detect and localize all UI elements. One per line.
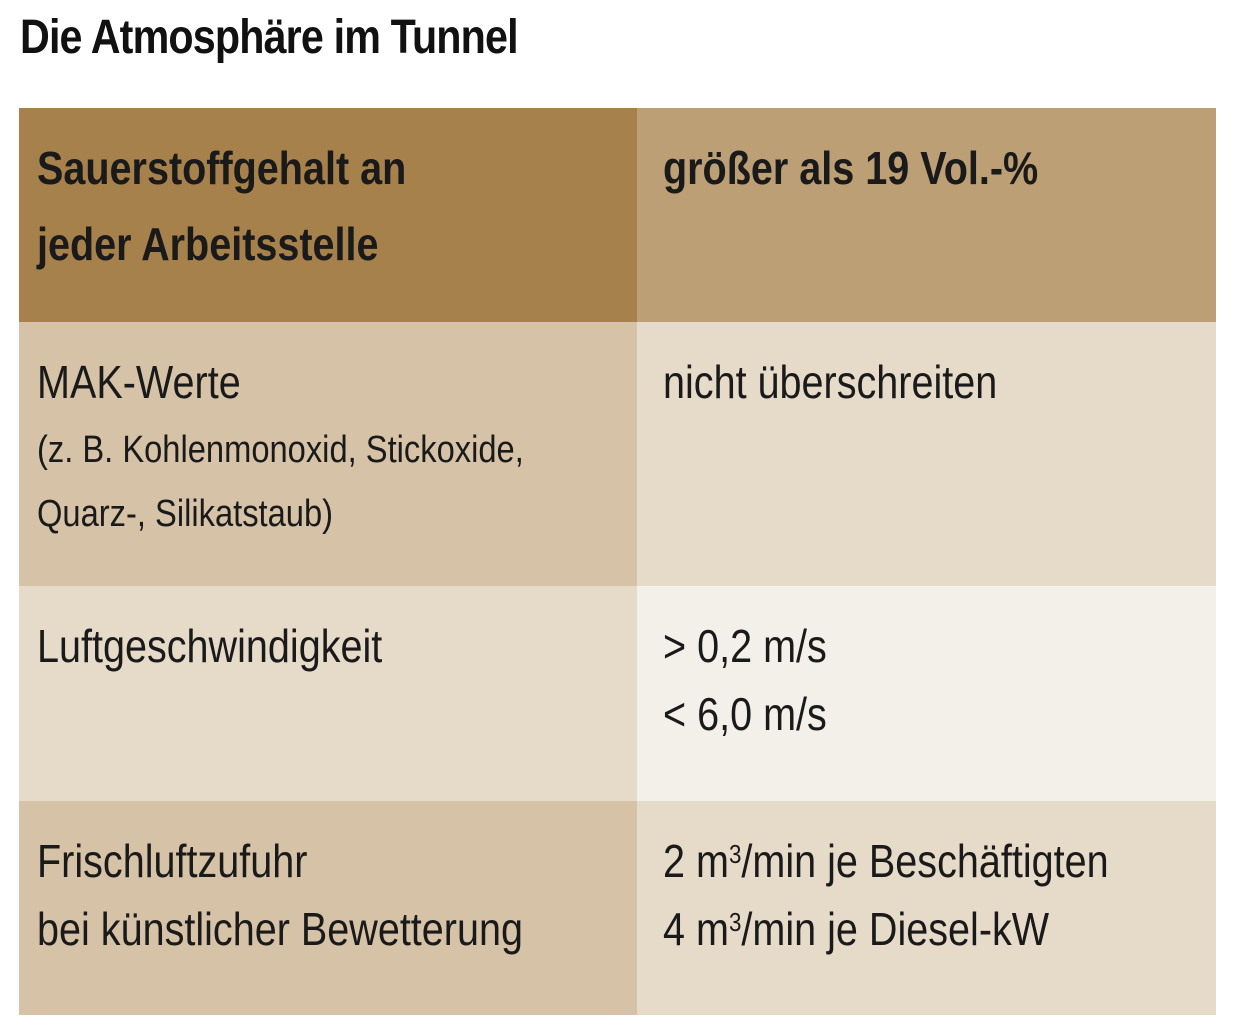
page-title: Die Atmosphäre im Tunnel (20, 11, 518, 64)
text-part: 2 m (663, 835, 729, 887)
cell-text-line: Sauerstoffgehalt an (37, 142, 407, 194)
table-cell-mak-value (637, 322, 1216, 586)
cell-text-line: nicht überschreiten (663, 356, 998, 408)
table-row-oxygen (19, 108, 1216, 322)
table-cell-oxygen-label (19, 108, 637, 322)
text-part: 4 m (663, 903, 729, 955)
cell-text-line: < 6,0 m/s (663, 688, 827, 740)
text-part: /min je Diesel-kW (741, 903, 1050, 955)
cell-text-line: größer als 19 Vol.-% (663, 142, 1039, 194)
cell-text-line (663, 895, 1139, 963)
superscript: 3 (728, 839, 742, 869)
table-cell-fresh-air-label (19, 801, 637, 1015)
text-part: /min je Beschäftigten (741, 835, 1109, 887)
cell-text-line: Luftgeschwindigkeit (37, 620, 383, 672)
table-row-mak (19, 322, 1216, 586)
cell-text-line: Frischluftzufuhr (37, 835, 308, 887)
superscript: 3 (728, 907, 742, 937)
table-cell-fresh-air-value (637, 801, 1216, 1015)
cell-text-line: bei künstlicher Bewetterung (37, 903, 523, 955)
cell-text-line: > 0,2 m/s (663, 620, 827, 672)
table-cell-oxygen-value (637, 108, 1216, 322)
table-row-fresh-air (19, 801, 1216, 1015)
cell-text-line: jeder Arbeitsstelle (37, 218, 379, 270)
table-cell-mak-label (19, 322, 637, 586)
table-cell-air-speed-value (637, 586, 1216, 801)
cell-text-line: MAK-Werte (37, 356, 241, 408)
table-row-air-speed (19, 586, 1216, 801)
table-cell-air-speed-label (19, 586, 637, 801)
cell-subtext-line: Quarz-, Silikatstaub) (37, 493, 334, 535)
cell-text-line (663, 827, 1139, 895)
cell-subtext-line: (z. B. Kohlenmonoxid, Stickoxide, (37, 429, 524, 471)
atmosphere-table (19, 108, 1216, 1015)
